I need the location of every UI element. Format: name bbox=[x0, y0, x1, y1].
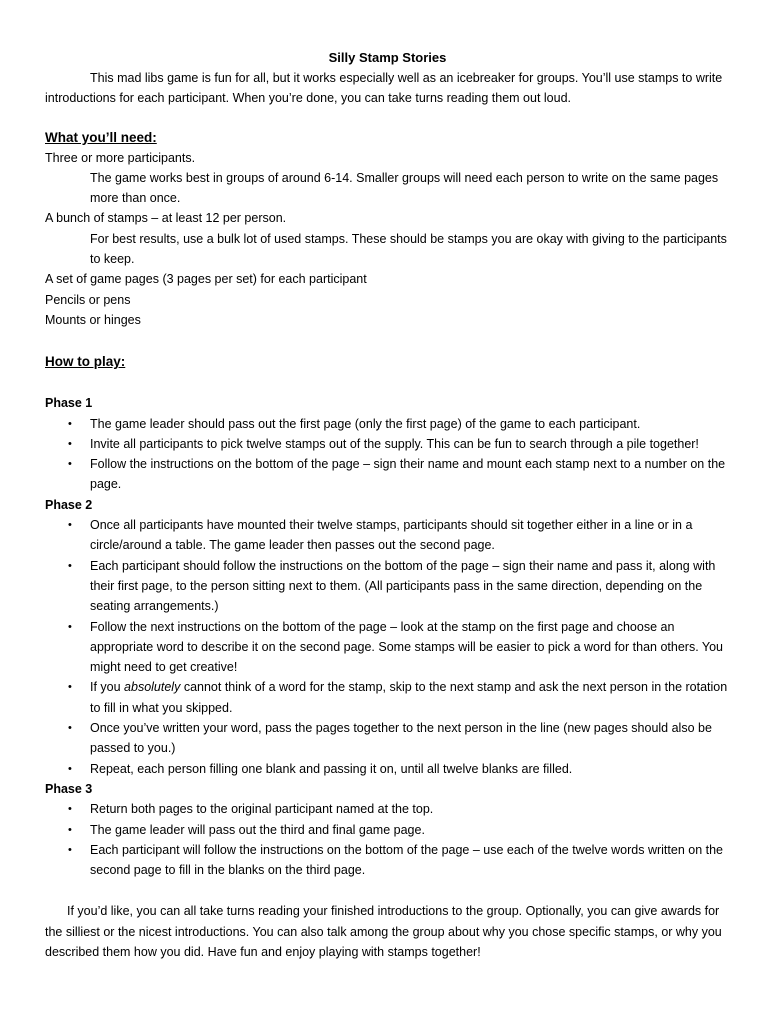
phase-step-text: If you absolutely cannot think of a word for the stamp, skip to the next stamp and ask the next person in the rotation to fill in what you skipped. bbox=[90, 680, 728, 715]
phase-label: Phase 3 bbox=[45, 781, 93, 796]
phase-step bbox=[45, 434, 730, 454]
document-page bbox=[45, 48, 730, 962]
need-item: Pencils or pens bbox=[45, 292, 131, 307]
phase-step bbox=[45, 515, 730, 556]
phase-step-text: Return both pages to the original participant named at the top. bbox=[90, 802, 434, 817]
need-item: Mounts or hinges bbox=[45, 312, 141, 327]
phase-label: Phase 1 bbox=[45, 396, 93, 411]
how-to-play-heading: How to play: bbox=[45, 354, 126, 370]
phase-step-text: Once all participants have mounted their twelve stamps, participants should sit together either in a line or in a circle/around a table. The game leader then passes out the second page. bbox=[90, 518, 693, 553]
bullet-icon: • bbox=[68, 843, 72, 856]
emphasis-word: absolutely bbox=[124, 680, 181, 695]
phase-steps-list bbox=[45, 515, 730, 779]
what-you-need-heading: What you’ll need: bbox=[45, 129, 157, 145]
need-item: A set of game pages (3 pages per set) for each participant bbox=[45, 272, 367, 287]
bullet-icon: • bbox=[68, 458, 72, 471]
needs-list bbox=[45, 148, 730, 331]
need-item: Three or more participants. bbox=[45, 150, 196, 165]
phase-step-text: Each participant will follow the instructions on the bottom of the page – use each of the twelve words written on the second page to fill in the blanks on the third page. bbox=[90, 842, 723, 878]
phase-step-text: The game leader will pass out the third and final game page. bbox=[90, 822, 425, 837]
phase-step bbox=[45, 556, 730, 617]
bullet-icon: • bbox=[68, 417, 72, 430]
phase-step bbox=[45, 414, 730, 434]
phase-step bbox=[45, 799, 730, 819]
bullet-icon: • bbox=[68, 681, 72, 694]
bullet-icon: • bbox=[68, 823, 72, 836]
phase-step bbox=[45, 617, 730, 678]
need-item: A bunch of stamps – at least 12 per person. bbox=[45, 211, 287, 226]
phase-label: Phase 2 bbox=[45, 497, 93, 512]
need-item-note: For best results, use a bulk lot of used stamps. These should be stamps you are okay with giving to the participants to keep. bbox=[90, 231, 727, 267]
phase-step-text: Each participant should follow the instructions on the bottom of the page – sign their name and pass it, along with their first page, to the person sitting next to them. (All participants pass in the same direction, depending on the seating arrangements.) bbox=[90, 558, 716, 614]
phase-steps-list bbox=[45, 414, 730, 495]
phase-step bbox=[45, 677, 730, 718]
phase-step-text: Follow the next instructions on the bottom of the page – look at the stamp on the first page and choose an appropriate word to describe it on the second page. Some stamps will be easier to pick a word for than others. You might need to get creative! bbox=[90, 619, 724, 675]
phase-steps-list bbox=[45, 799, 730, 880]
need-item-note: The game works best in groups of around 6-14. Smaller groups will need each person to write on the same pages more than once. bbox=[90, 170, 719, 206]
phase-step bbox=[45, 718, 730, 759]
closing-paragraph: If you’d like, you can all take turns reading your finished introductions to the group. Optionally, you can give awards for the silliest or the nicest introductions. You can also talk among the group about why you chose specific stamps, or why you described them how you did. Have fun and enjoy playing with stamps together! bbox=[45, 904, 722, 959]
bullet-icon: • bbox=[68, 762, 72, 775]
phase-step bbox=[45, 840, 730, 881]
document-title: Silly Stamp Stories bbox=[328, 50, 447, 65]
phase-step-text: Follow the instructions on the bottom of the page – sign their name and mount each stamp next to a number on the page. bbox=[90, 457, 726, 492]
bullet-icon: • bbox=[68, 559, 72, 572]
phase-step bbox=[45, 759, 730, 779]
phase-step bbox=[45, 454, 730, 495]
phase-step-text: Once you’ve written your word, pass the pages together to the next person in the line (new pages should also be passed to you.) bbox=[90, 721, 712, 756]
phase-step-text: Repeat, each person filling one blank and passing it on, until all twelve blanks are filled. bbox=[90, 761, 573, 776]
bullet-icon: • bbox=[68, 437, 72, 450]
bullet-icon: • bbox=[68, 803, 72, 816]
phase-step bbox=[45, 820, 730, 840]
intro-paragraph: This mad libs game is fun for all, but it works especially well as an icebreaker for groups. You’ll use stamps to write introductions for each participant. When you’re done, you can take turns reading them out loud. bbox=[45, 71, 723, 106]
bullet-icon: • bbox=[68, 620, 72, 633]
phases-list bbox=[45, 393, 730, 880]
phase-step-text: The game leader should pass out the first page (only the first page) of the game to each participant. bbox=[90, 416, 641, 431]
phase-step-text: Invite all participants to pick twelve stamps out of the supply. This can be fun to search through a pile together! bbox=[90, 436, 699, 451]
bullet-icon: • bbox=[68, 519, 72, 532]
bullet-icon: • bbox=[68, 722, 72, 735]
